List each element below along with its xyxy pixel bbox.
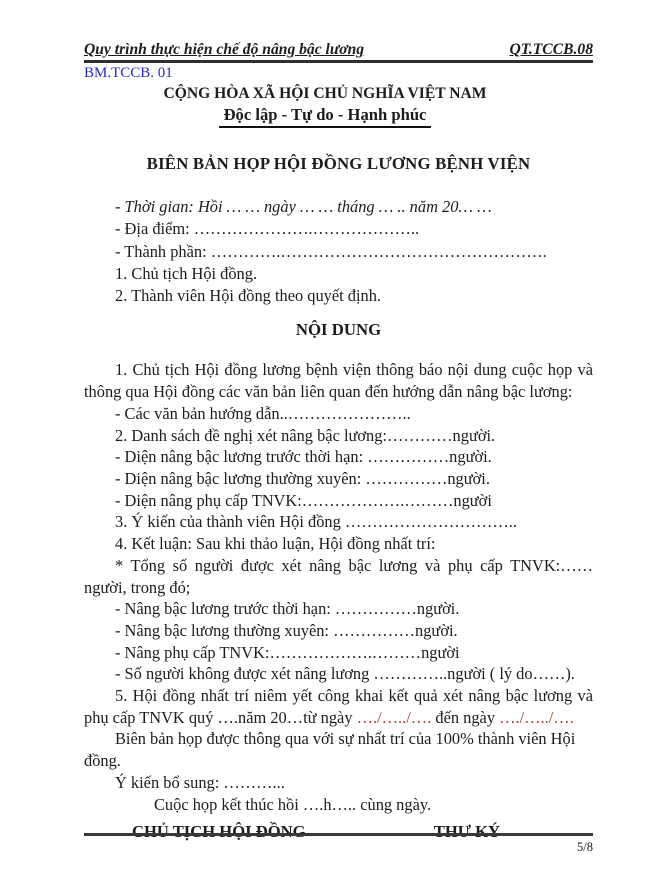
line-approved: Biên bản họp được thông qua với sự nhất trí của 100% thành viên Hội đồng.	[84, 729, 576, 771]
line-raise-tnvk: - Nâng phụ cấp TNVK:……………….………người	[115, 642, 460, 662]
line-not-raised: - Số người không được xét nâng lương …………..người ( lý do……).	[115, 664, 575, 684]
secretary-signature-label: THƯ KÝ	[433, 822, 500, 842]
page-footer	[84, 833, 593, 855]
content-heading: NỘI DUNG	[295, 320, 382, 340]
item5-text-1: 5. Hội đồng nhất trí niêm yết công khai kết quả xét nâng bậc lương và phụ cấp TNVK quý ….năm 20…từ ngày	[84, 686, 593, 727]
item5-text-2: đến ngày	[431, 707, 500, 727]
meta-member-1: 1. Chủ tịch Hội đồng.	[115, 263, 258, 283]
line-conclusion: 4. Kết luận: Sau khi thảo luận, Hội đồng nhất trí:	[115, 534, 436, 554]
meta-location: - Địa điểm: ………………….………………..	[115, 219, 420, 239]
line-tnvk: - Diện nâng phụ cấp TNVK:……………….………người	[115, 490, 492, 510]
line-list: 2. Danh sách đề nghị xét nâng bậc lương:…………người.	[115, 425, 496, 445]
doc-code: QT.TCCB.08	[509, 41, 593, 58]
form-code: BM.TCCB. 01	[84, 65, 173, 81]
paragraph-item5	[84, 685, 593, 728]
line-raise-early: - Nâng bậc lương trước thời hạn: ……………người.	[115, 599, 460, 619]
item5-date-field-2: …./…../….	[499, 707, 574, 727]
meta-section	[84, 196, 593, 307]
line-early: - Diện nâng bậc lương trước thời hạn: ……………người.	[115, 447, 492, 467]
country-name: CỘNG HÒA XÃ HỘI CHỦ NGHĨA VIỆT NAM	[163, 85, 487, 102]
line-regular: - Diện nâng bậc lương thường xuyên: ……………người.	[115, 469, 490, 488]
content-body	[84, 359, 593, 815]
paragraph-total: * Tổng số người được xét nâng bậc lương và phụ cấp TNVK:……người, trong đó;	[84, 555, 593, 597]
line-raise-regular: - Nâng bậc lương thường xuyên: ……………người.	[115, 620, 458, 640]
chairman-signature-label: CHỦ TỊCH HỘI ĐỒNG	[132, 822, 306, 842]
line-docs: - Các văn bản hướng dẫn..…………………..	[115, 403, 411, 423]
process-title: Quy trình thực hiện chế độ nâng bậc lương	[84, 41, 365, 58]
item5-date-field-1: …./…../….	[356, 707, 432, 727]
running-header	[84, 40, 593, 63]
page-number: 5/8	[577, 840, 593, 854]
meta-member-2: 2. Thành viên Hội đồng theo quyết định.	[115, 286, 382, 306]
national-header	[0, 84, 650, 128]
line-additional: Ý kiến bổ sung: ………...	[115, 772, 285, 792]
document-title: BIÊN BẢN HỌP HỘI ĐỒNG LƯƠNG BỆNH VIỆN	[146, 154, 531, 173]
paragraph-1: 1. Chủ tịch Hội đồng lương bệnh viện thông báo nội dung cuộc họp và thông qua Hội đồng các văn bản liên quan đến hướng dẫn nâng bậc lương:	[84, 360, 593, 402]
meta-participants: - Thành phần: ………….………………………………………….	[115, 241, 547, 261]
line-end: Cuộc họp kết thúc hồi ….h….. cùng ngày.	[154, 794, 432, 814]
line-opinion: 3. Ý kiến của thành viên Hội đồng …………………………..	[115, 512, 517, 532]
national-motto: Độc lập - Tự do - Hạnh phúc	[219, 105, 432, 128]
meta-time: - Thời gian: Hồi … … ngày … … tháng … .. năm 20… …	[115, 197, 492, 216]
